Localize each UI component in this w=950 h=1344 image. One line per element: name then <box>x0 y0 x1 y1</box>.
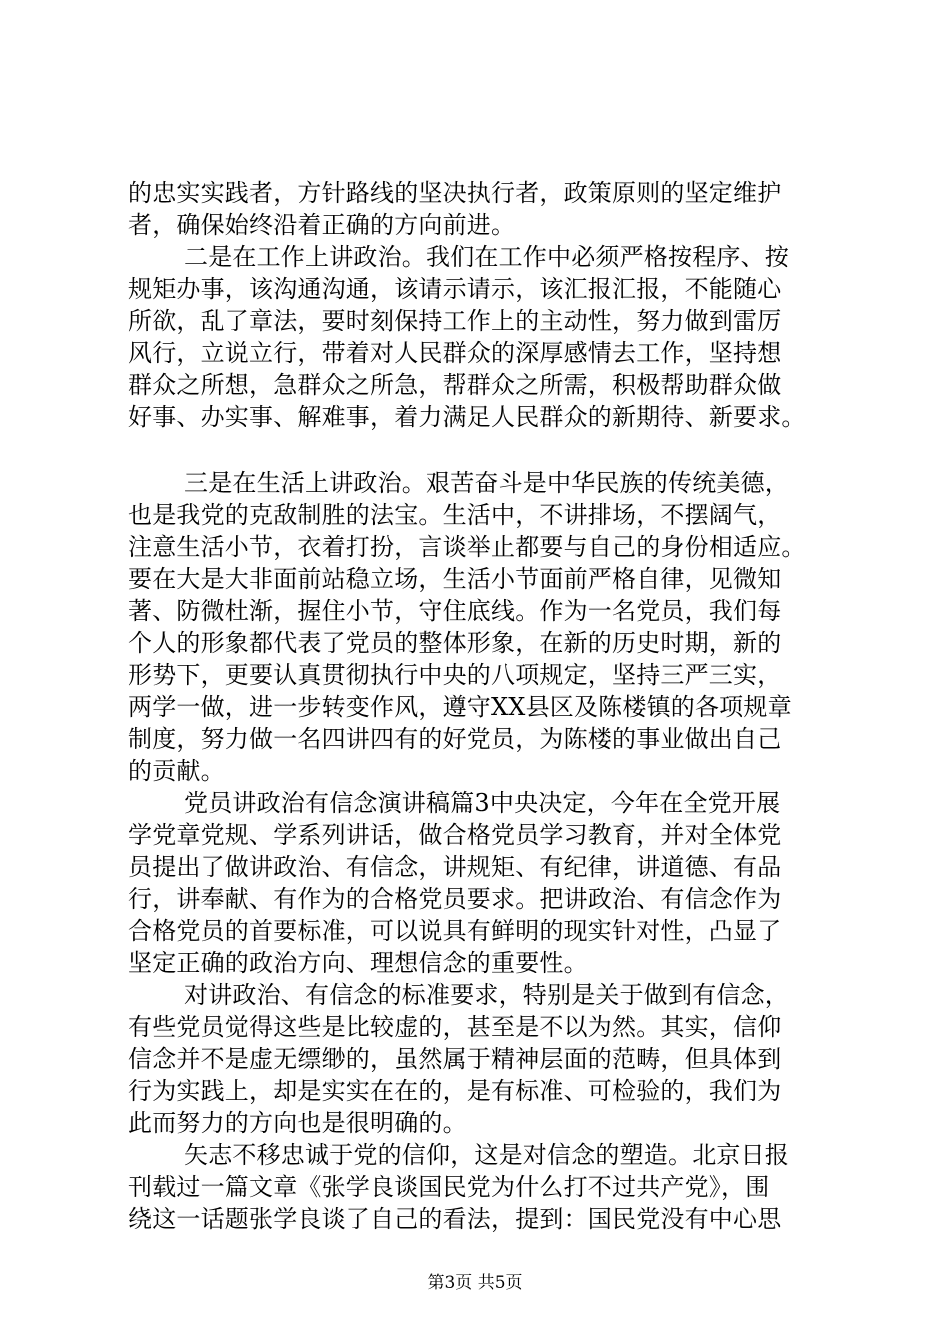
text-line: 合格党员的首要标准，可以说具有鲜明的现实针对性，凸显了 <box>128 917 782 945</box>
text-line: 著、防微杜渐，握住小节，守住底线。作为一名党员，我们每 <box>128 597 782 625</box>
text-line: 对讲政治、有信念的标准要求，特别是关于做到有信念， <box>184 981 789 1009</box>
text-line: 坚定正确的政治方向、理想信念的重要性。 <box>128 949 588 977</box>
text-line: 绕这一话题张学良谈了自己的看法，提到：国民党没有中心思 <box>128 1205 782 1233</box>
text-line: 的忠实实践者，方针路线的坚决执行者，政策原则的坚定维护 <box>128 179 782 207</box>
text-line: 刊载过一篇文章《张学良谈国民党为什么打不过共产党》，围 <box>128 1173 770 1201</box>
text-line: 行为实践上，却是实实在在的，是有标准、可检验的，我们为 <box>128 1077 782 1105</box>
text-line: 两学一做，进一步转变作风，遵守XX县区及陈楼镇的各项规章 <box>128 693 792 721</box>
text-line: 规矩办事，该沟通沟通，该请示请示，该汇报汇报，不能随心 <box>128 275 782 303</box>
text-line: 党员讲政治有信念演讲稿篇3中央决定，今年在全党开展 <box>184 789 781 817</box>
text-line: 员提出了做讲政治、有信念，讲规矩、有纪律，讲道德、有品 <box>128 853 782 881</box>
text-block-1 <box>128 177 828 433</box>
text-line: 好事、办实事、解难事，着力满足人民群众的新期待、新要求。 <box>128 403 806 431</box>
text-line: 所欲，乱了章法，要时刻保持工作上的主动性，努力做到雷厉 <box>128 307 782 335</box>
text-line: 有些党员觉得这些是比较虚的，甚至是不以为然。其实，信仰 <box>128 1013 782 1041</box>
text-line: 者，确保始终沿着正确的方向前进。 <box>128 211 516 239</box>
text-line: 的贡献。 <box>128 757 225 785</box>
text-line: 矢志不移忠诚于党的信仰，这是对信念的塑造。北京日报 <box>184 1141 789 1169</box>
text-line: 三是在生活上讲政治。艰苦奋斗是中华民族的传统美德， <box>184 469 789 497</box>
document-body <box>128 177 828 1235</box>
paragraph-gap <box>128 433 828 467</box>
text-line: 二是在工作上讲政治。我们在工作中必须严格按程序、按 <box>184 243 789 271</box>
text-line: 学党章党规、学系列讲话，做合格党员学习教育，并对全体党 <box>128 821 782 849</box>
text-line: 制度，努力做一名四讲四有的好党员，为陈楼的事业做出自己 <box>128 725 782 753</box>
text-line: 此而努力的方向也是很明确的。 <box>128 1109 467 1137</box>
text-line: 个人的形象都代表了党员的整体形象，在新的历史时期，新的 <box>128 629 782 657</box>
text-block-2 <box>128 467 828 1235</box>
text-line: 群众之所想，急群众之所急，帮群众之所需，积极帮助群众做 <box>128 371 782 399</box>
text-line: 注意生活小节，衣着打扮，言谈举止都要与自己的身份相适应。 <box>128 533 806 561</box>
text-line: 形势下，更要认真贯彻执行中央的八项规定，坚持三严三实， <box>128 661 782 689</box>
text-line: 行，讲奉献、有作为的合格党员要求。把讲政治、有信念作为 <box>128 885 782 913</box>
text-line: 要在大是大非面前站稳立场，生活小节面前严格自律，见微知 <box>128 565 782 593</box>
text-line: 信念并不是虚无缥缈的，虽然属于精神层面的范畴，但具体到 <box>128 1045 782 1073</box>
text-line: 风行，立说立行，带着对人民群众的深厚感情去工作，坚持想 <box>128 339 782 367</box>
page-footer: 第3页 共5页 <box>427 1273 523 1293</box>
text-line: 也是我党的克敌制胜的法宝。生活中，不讲排场，不摆阔气， <box>128 501 782 529</box>
